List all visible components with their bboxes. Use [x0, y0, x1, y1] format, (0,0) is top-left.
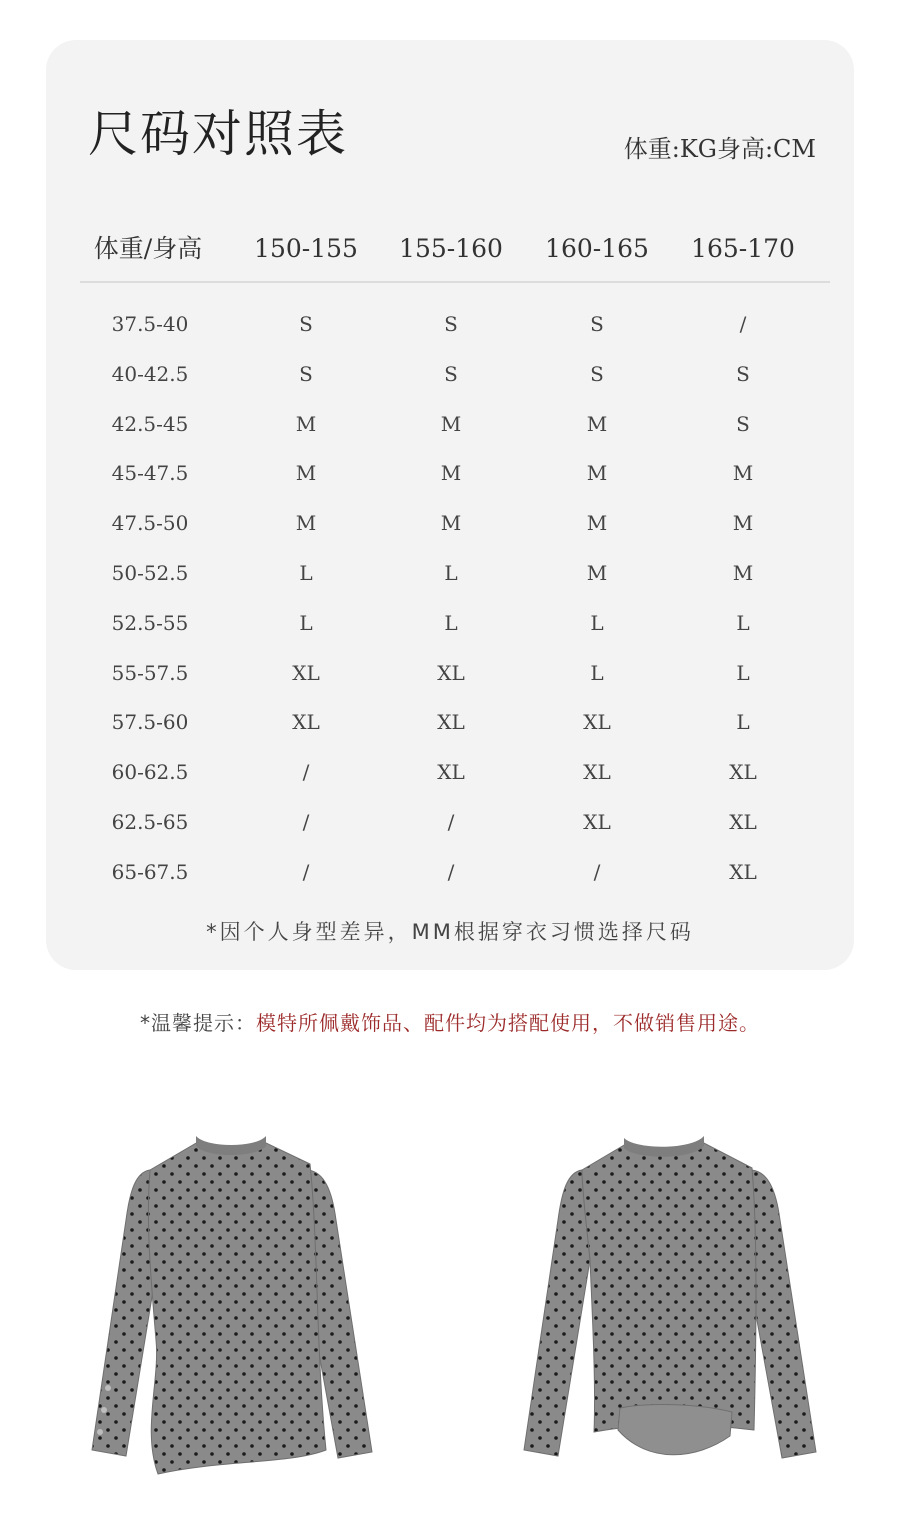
size-cell: /	[302, 810, 310, 834]
size-cell: L	[736, 610, 750, 635]
size-cell: S	[299, 361, 313, 386]
column-header: 155-160	[399, 234, 503, 263]
size-cell: S	[590, 361, 604, 386]
size-cell: XL	[583, 810, 611, 834]
size-cell: M	[586, 461, 608, 486]
corner-header: 体重/身高	[93, 234, 203, 263]
size-cell: L	[444, 561, 458, 585]
size-cell: M	[440, 411, 462, 436]
size-cell: S	[444, 312, 458, 336]
size-cell: /	[593, 859, 601, 884]
tip-note	[0, 1008, 900, 1038]
size-cell: /	[302, 859, 310, 884]
size-cell: XL	[437, 760, 465, 785]
weight-cell: 60-62.5	[111, 760, 189, 785]
size-cell: M	[586, 511, 608, 536]
size-cell: L	[444, 610, 458, 635]
size-cell: S	[736, 411, 750, 436]
size-cell: L	[736, 710, 750, 735]
grey-polka-dot-top-back	[520, 1130, 820, 1480]
tip-text: 模特所佩戴饰品、配件均为搭配使用，不做销售用途。	[256, 1011, 760, 1035]
table-row	[0, 707, 900, 757]
size-cell: M	[295, 411, 317, 436]
table-row	[0, 458, 900, 508]
table-row	[0, 857, 900, 907]
tip-prefix: *温馨提示：	[140, 1011, 256, 1035]
table-header	[80, 226, 830, 272]
size-cell: M	[586, 411, 608, 436]
size-cell: /	[302, 760, 310, 785]
table-row	[0, 359, 900, 409]
size-cell: M	[295, 511, 317, 536]
table-row	[0, 608, 900, 658]
grey-polka-dot-top-front	[80, 1130, 380, 1480]
table-row	[0, 309, 900, 359]
weight-cell: 55-57.5	[111, 660, 189, 685]
size-cell: M	[295, 461, 317, 486]
weight-cell: 62.5-65	[111, 810, 189, 834]
page-title: 尺码对照表	[88, 105, 348, 163]
size-cell: XL	[292, 660, 320, 685]
size-cell: L	[590, 610, 604, 635]
size-cell: XL	[729, 859, 757, 884]
weight-cell: 42.5-45	[111, 411, 189, 436]
size-cell: S	[736, 361, 750, 386]
weight-cell: 40-42.5	[111, 361, 189, 386]
size-cell: /	[739, 312, 747, 336]
fit-footnote: *因个人身型差异，MM根据穿衣习惯选择尺码	[206, 920, 694, 944]
size-cell: M	[440, 511, 462, 536]
size-cell: L	[590, 660, 604, 685]
weight-cell: 52.5-55	[111, 610, 189, 635]
size-cell: XL	[437, 710, 465, 735]
column-header: 160-165	[545, 234, 649, 263]
table-row	[0, 508, 900, 558]
size-cell: XL	[437, 660, 465, 685]
size-cell: M	[732, 561, 754, 585]
weight-cell: 47.5-50	[111, 511, 189, 536]
size-cell: /	[447, 810, 455, 834]
header-divider	[80, 281, 830, 283]
column-header: 150-155	[254, 234, 358, 263]
size-cell: M	[586, 561, 608, 585]
size-cell: XL	[583, 710, 611, 735]
units-label: 体重:KG身高:CM	[623, 135, 816, 163]
size-cell: S	[590, 312, 604, 336]
size-cell: XL	[292, 710, 320, 735]
size-cell: M	[732, 461, 754, 486]
size-cell: L	[736, 660, 750, 685]
size-cell: L	[299, 561, 313, 585]
weight-cell: 65-67.5	[111, 859, 189, 884]
size-cell: S	[444, 361, 458, 386]
size-cell: M	[440, 461, 462, 486]
size-cell: L	[299, 610, 313, 635]
column-header: 165-170	[691, 234, 795, 263]
weight-cell: 45-47.5	[111, 461, 189, 486]
weight-cell: 50-52.5	[111, 561, 189, 585]
table-row	[0, 807, 900, 857]
weight-cell: 37.5-40	[111, 312, 189, 336]
size-cell: XL	[583, 760, 611, 785]
weight-cell: 57.5-60	[111, 710, 189, 735]
table-row	[0, 658, 900, 708]
table-row	[0, 757, 900, 807]
table-row	[0, 558, 900, 608]
table-row	[0, 409, 900, 459]
size-cell: S	[299, 312, 313, 336]
size-cell: XL	[729, 810, 757, 834]
size-cell: M	[732, 511, 754, 536]
size-cell: /	[447, 859, 455, 884]
size-cell: XL	[729, 760, 757, 785]
